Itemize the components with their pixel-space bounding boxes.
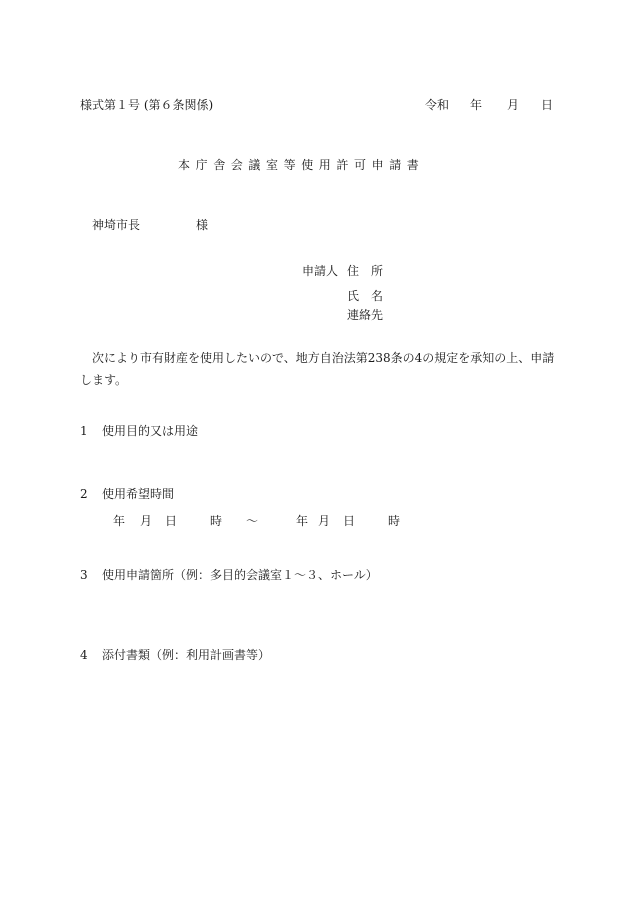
item-purpose (80, 424, 198, 438)
date-year-label: 年 (470, 98, 483, 112)
item-number: 2 (80, 487, 88, 501)
item-attachments (80, 648, 270, 662)
item-number: 1 (80, 424, 88, 438)
date-day-label: 日 (541, 98, 554, 112)
start-year-label: 年 (113, 514, 126, 528)
date-month-label: 月 (507, 98, 520, 112)
page-title: 本庁舎会議室等使用許可申請書 (178, 158, 425, 172)
address-label: 住 所 (347, 264, 384, 278)
addressee-honorific: 様 (196, 218, 209, 232)
start-month-label: 月 (140, 514, 153, 528)
start-hour-label: 時 (210, 514, 223, 528)
item-label: 使用申請箇所（例：多目的会議室１～３、ホール） (102, 568, 378, 582)
item-label: 使用希望時間 (102, 487, 175, 501)
item-label: 添付書類（例：利用計画書等） (102, 648, 271, 662)
intro-paragraph: 次により市有財産を使用したいので、地方自治法第238条の4の規定を承知の上、申請します。 (80, 351, 555, 387)
period-row (113, 514, 400, 528)
start-day-label: 日 (165, 514, 178, 528)
name-label: 氏 名 (347, 289, 384, 303)
applicant-label: 申請人 (302, 264, 339, 278)
end-month-label: 月 (318, 514, 331, 528)
end-year-label: 年 (296, 514, 309, 528)
end-hour-label: 時 (388, 514, 401, 528)
contact-label: 連絡先 (347, 308, 384, 322)
item-time (80, 487, 174, 501)
item-number: 3 (80, 568, 88, 582)
item-label: 使用目的又は用途 (102, 424, 199, 438)
item-location (80, 568, 378, 582)
period-separator: ～ (246, 514, 259, 528)
item-number: 4 (80, 648, 88, 662)
end-day-label: 日 (343, 514, 356, 528)
date-era: 令和 (425, 98, 450, 112)
form-number: 様式第１号 (第６条関係) (80, 98, 214, 112)
addressee-name: 神埼市長 (92, 218, 141, 232)
